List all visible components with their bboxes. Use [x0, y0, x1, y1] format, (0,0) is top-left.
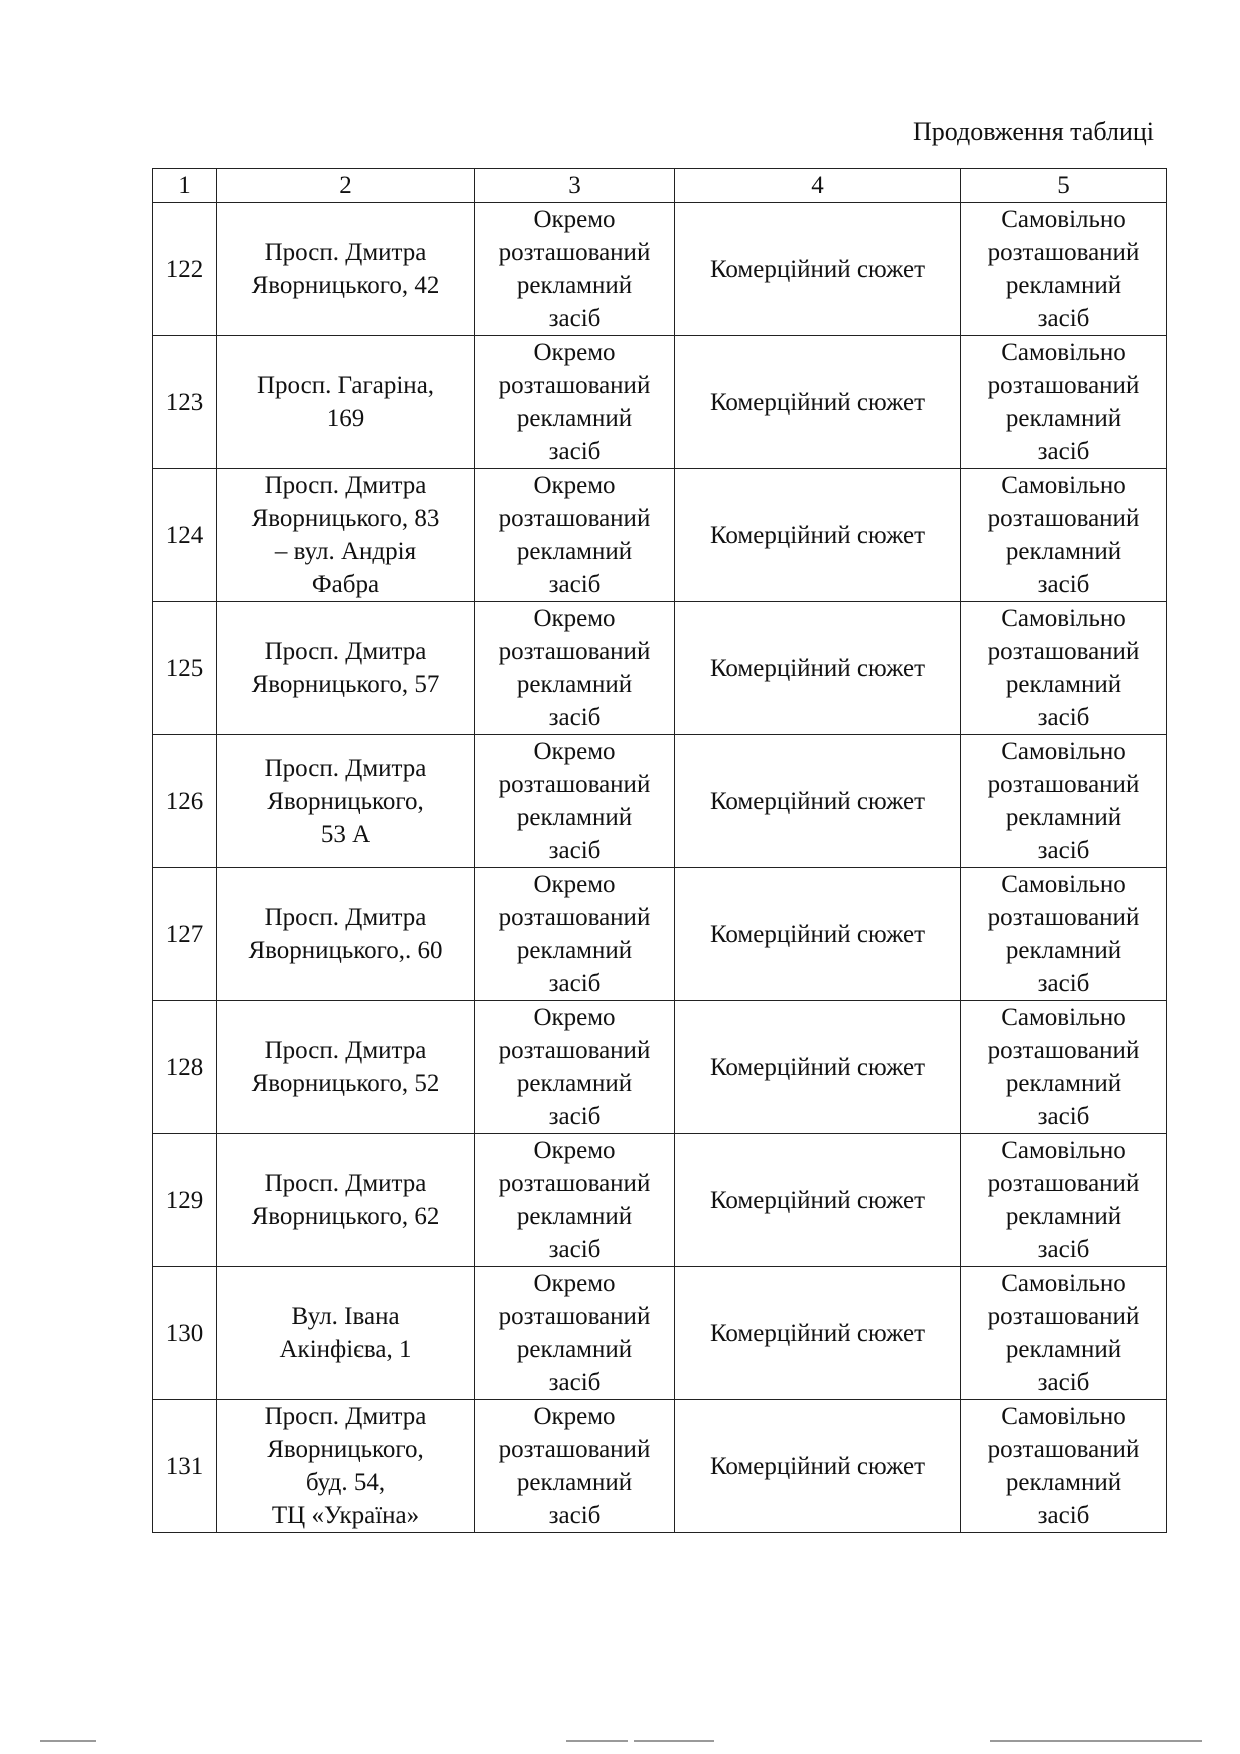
address-cell — [217, 868, 475, 1001]
row-number-cell — [153, 1267, 217, 1400]
row-number-cell-text: 131 — [165, 1452, 204, 1480]
content-cell — [675, 1001, 961, 1134]
status-cell — [961, 469, 1167, 602]
table-row — [153, 1267, 1167, 1400]
means-type-cell-text: Окремо розташований рекламний засіб — [498, 472, 651, 598]
row-number-cell-text: 127 — [165, 920, 204, 948]
content-cell — [675, 336, 961, 469]
scan-artifact-marks — [0, 1740, 1240, 1746]
content-cell — [675, 469, 961, 602]
content-cell — [675, 1134, 961, 1267]
content-cell — [675, 868, 961, 1001]
content-cell-text: Комерційний сюжет — [709, 521, 926, 549]
row-number-cell-text: 124 — [165, 521, 204, 549]
status-cell — [961, 868, 1167, 1001]
status-cell — [961, 1001, 1167, 1134]
status-cell-text: Самовільно розташований рекламний засіб — [987, 738, 1140, 864]
means-type-cell-text: Окремо розташований рекламний засіб — [498, 1137, 651, 1263]
row-number-cell — [153, 868, 217, 1001]
header-cell-4: 4 — [675, 169, 961, 203]
table-continuation-caption: Продовження таблиці — [912, 117, 1154, 146]
means-type-cell — [475, 1400, 675, 1533]
address-cell-text: Просп. Гагаріна, 169 — [256, 372, 435, 432]
means-type-cell-text: Окремо розташований рекламний засіб — [498, 1403, 651, 1529]
means-type-cell — [475, 469, 675, 602]
content-cell-text: Комерційний сюжет — [709, 1186, 926, 1214]
address-cell — [217, 203, 475, 336]
status-cell — [961, 203, 1167, 336]
means-type-cell — [475, 735, 675, 868]
address-cell-text: Просп. Дмитра Яворницького, 83 – вул. Андрія Фабра — [251, 472, 440, 598]
address-cell-text: Просп. Дмитра Яворницького, 52 — [251, 1037, 440, 1097]
status-cell-text: Самовільно розташований рекламний засіб — [987, 1403, 1140, 1529]
status-cell — [961, 1134, 1167, 1267]
header-cell-5: 5 — [961, 169, 1167, 203]
status-cell-text: Самовільно розташований рекламний засіб — [987, 1270, 1140, 1396]
content-cell-text: Комерційний сюжет — [709, 654, 926, 682]
row-number-cell-text: 126 — [165, 787, 204, 815]
address-cell — [217, 1267, 475, 1400]
row-number-cell — [153, 735, 217, 868]
address-cell — [217, 1400, 475, 1533]
status-cell — [961, 336, 1167, 469]
means-type-cell — [475, 868, 675, 1001]
row-number-cell — [153, 1001, 217, 1134]
table-row — [153, 1400, 1167, 1533]
content-cell — [675, 1400, 961, 1533]
row-number-cell-text: 129 — [165, 1186, 204, 1214]
address-cell-text: Вул. Івана Акінфієва, 1 — [279, 1303, 412, 1363]
content-cell — [675, 735, 961, 868]
status-cell-text: Самовільно розташований рекламний засіб — [987, 605, 1140, 731]
content-cell-text: Комерційний сюжет — [709, 920, 926, 948]
content-cell-text: Комерційний сюжет — [709, 787, 926, 815]
means-type-cell-text: Окремо розташований рекламний засіб — [498, 738, 651, 864]
row-number-cell — [153, 602, 217, 735]
address-cell-text: Просп. Дмитра Яворницького, 62 — [251, 1170, 440, 1230]
table-body — [153, 203, 1167, 1533]
row-number-cell — [153, 469, 217, 602]
address-cell — [217, 1134, 475, 1267]
table-row — [153, 203, 1167, 336]
address-cell — [217, 336, 475, 469]
table-row — [153, 735, 1167, 868]
row-number-cell-text: 125 — [165, 654, 204, 682]
table-row — [153, 1001, 1167, 1134]
content-cell — [675, 203, 961, 336]
means-type-cell — [475, 203, 675, 336]
means-type-cell — [475, 336, 675, 469]
status-cell-text: Самовільно розташований рекламний засіб — [987, 472, 1140, 598]
row-number-cell — [153, 1134, 217, 1267]
means-type-cell-text: Окремо розташований рекламний засіб — [498, 339, 651, 465]
status-cell-text: Самовільно розташований рекламний засіб — [987, 339, 1140, 465]
status-cell-text: Самовільно розташований рекламний засіб — [987, 1137, 1140, 1263]
row-number-cell-text: 123 — [165, 388, 204, 416]
address-cell-text: Просп. Дмитра Яворницького, 53 А — [264, 754, 427, 848]
means-type-cell-text: Окремо розташований рекламний засіб — [498, 605, 651, 731]
address-cell — [217, 602, 475, 735]
address-cell-text: Просп. Дмитра Яворницького,. 60 — [248, 904, 443, 964]
means-type-cell — [475, 1134, 675, 1267]
row-number-cell-text: 130 — [165, 1319, 204, 1347]
content-cell — [675, 602, 961, 735]
content-cell-text: Комерційний сюжет — [709, 1452, 926, 1480]
means-type-cell-text: Окремо розташований рекламний засіб — [498, 1270, 651, 1396]
table-header — [153, 169, 1167, 203]
table-row — [153, 602, 1167, 735]
address-cell-text: Просп. Дмитра Яворницького, буд. 54, ТЦ «Україна» — [264, 1403, 427, 1529]
address-cell — [217, 735, 475, 868]
table-row — [153, 868, 1167, 1001]
header-cell-2: 2 — [217, 169, 475, 203]
table-row — [153, 469, 1167, 602]
status-cell-text: Самовільно розташований рекламний засіб — [987, 871, 1140, 997]
means-type-cell-text: Окремо розташований рекламний засіб — [498, 206, 651, 332]
status-cell — [961, 602, 1167, 735]
means-type-cell — [475, 1267, 675, 1400]
status-cell-text: Самовільно розташований рекламний засіб — [987, 1004, 1140, 1130]
header-row — [153, 169, 1167, 203]
status-cell — [961, 1400, 1167, 1533]
header-cell-3: 3 — [475, 169, 675, 203]
content-cell-text: Комерційний сюжет — [709, 388, 926, 416]
means-type-cell — [475, 1001, 675, 1134]
address-cell-text: Просп. Дмитра Яворницького, 42 — [251, 239, 440, 299]
row-number-cell — [153, 1400, 217, 1533]
address-cell — [217, 469, 475, 602]
address-cell-text: Просп. Дмитра Яворницького, 57 — [251, 638, 440, 698]
table-row — [153, 1134, 1167, 1267]
content-cell-text: Комерційний сюжет — [709, 255, 926, 283]
means-type-cell-text: Окремо розташований рекламний засіб — [498, 1004, 651, 1130]
content-cell-text: Комерційний сюжет — [709, 1053, 926, 1081]
header-cell-1: 1 — [153, 169, 217, 203]
means-type-cell — [475, 602, 675, 735]
row-number-cell — [153, 336, 217, 469]
table-row — [153, 336, 1167, 469]
content-cell-text: Комерційний сюжет — [709, 1319, 926, 1347]
content-cell — [675, 1267, 961, 1400]
row-number-cell-text: 128 — [165, 1053, 204, 1081]
row-number-cell — [153, 203, 217, 336]
status-cell-text: Самовільно розташований рекламний засіб — [987, 206, 1140, 332]
address-cell — [217, 1001, 475, 1134]
status-cell — [961, 735, 1167, 868]
status-cell — [961, 1267, 1167, 1400]
advertising-table — [152, 168, 1167, 1533]
row-number-cell-text: 122 — [165, 255, 204, 283]
means-type-cell-text: Окремо розташований рекламний засіб — [498, 871, 651, 997]
